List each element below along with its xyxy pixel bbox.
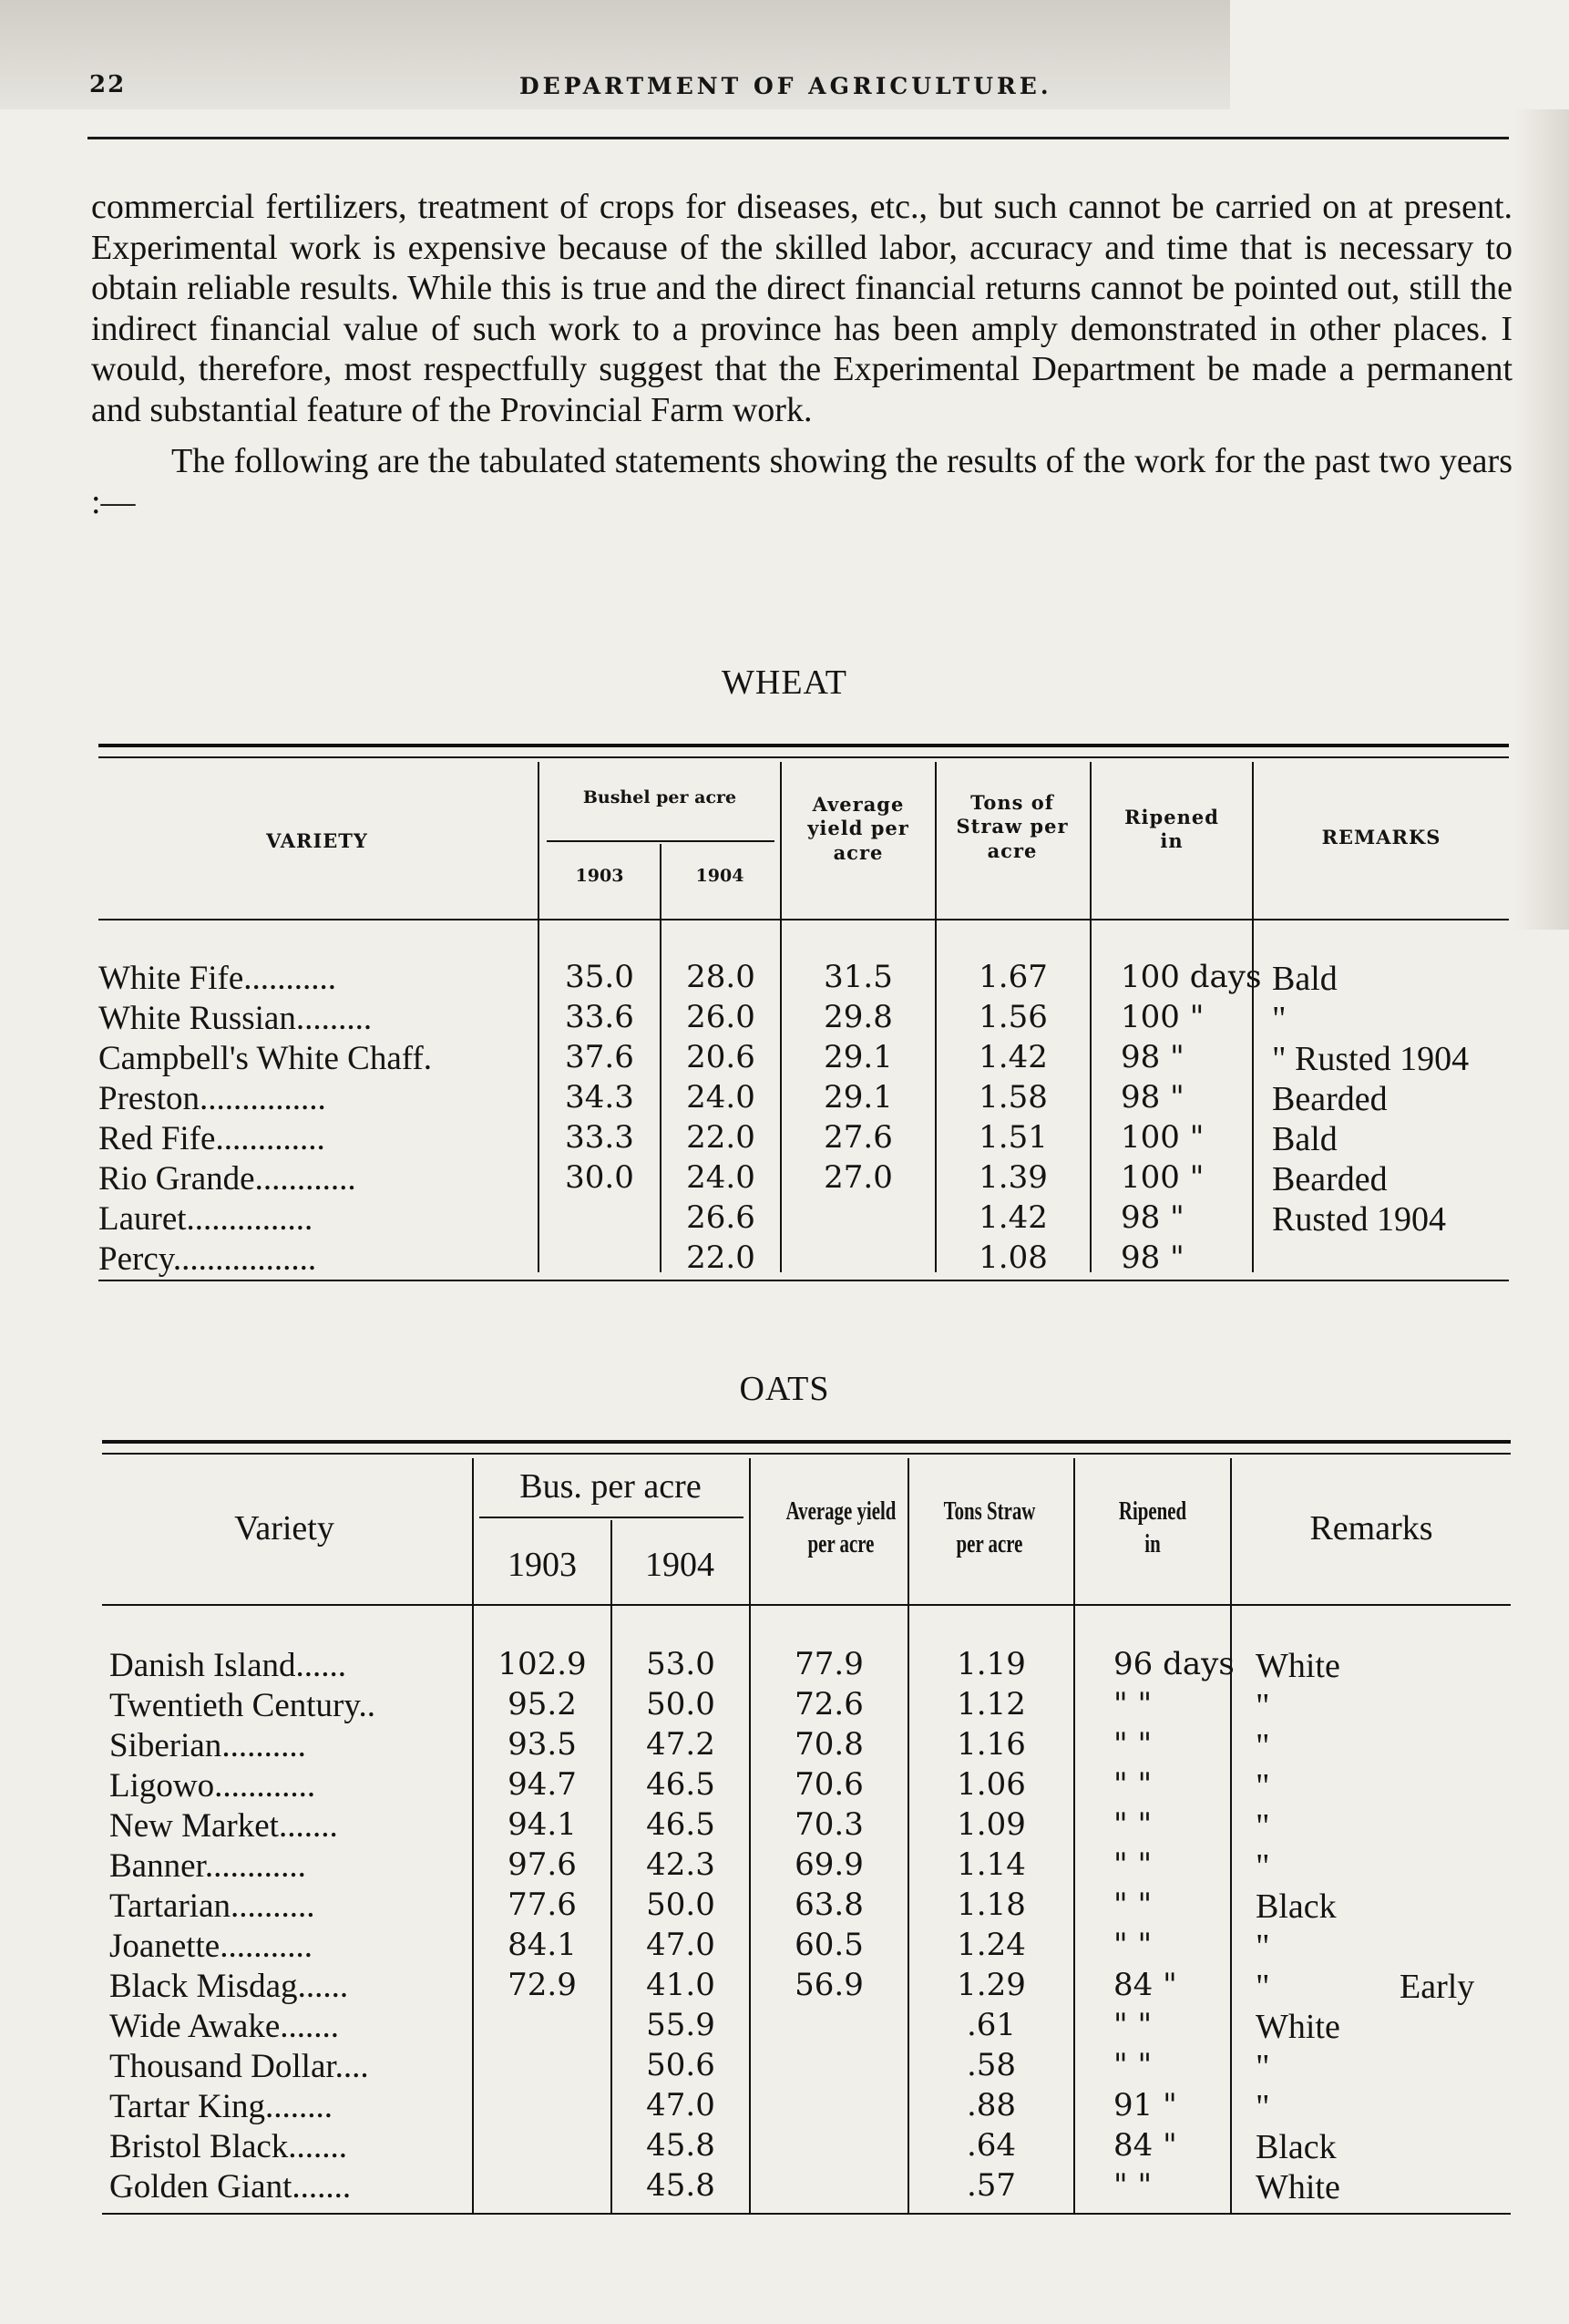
remarks-cell: Bald: [1272, 960, 1338, 998]
remarks-cell: Bearded: [1272, 1160, 1388, 1198]
yield-1903-cell: 35.0: [565, 959, 634, 995]
ripened-cell: 84 ": [1113, 1967, 1177, 2003]
variety-name: White Fife: [98, 960, 244, 997]
yield-1903-cell: 77.6: [508, 1887, 577, 1923]
ripened-cell: " ": [1113, 2167, 1153, 2204]
remarks-cell: ": [1256, 1807, 1270, 1846]
leader-dots: ........: [265, 2088, 333, 2125]
header-line: Average yield: [785, 1496, 897, 1526]
straw-tons-cell: 1.58: [979, 1079, 1048, 1116]
ripened-cell: " ": [1113, 1806, 1153, 1843]
table-bottom-rule: [102, 2213, 1511, 2215]
table-row: [0, 1887, 1569, 1927]
leader-dots: ..........: [221, 1727, 306, 1764]
yield-1904-cell: 50.0: [646, 1887, 715, 1923]
column-header-remarks: Remarks: [1309, 1509, 1433, 1548]
scan-shadow-right: [1514, 109, 1569, 930]
body-text: [91, 187, 1513, 522]
straw-tons-cell: 1.29: [957, 1967, 1026, 2003]
ripened-cell: 98 ": [1121, 1039, 1184, 1075]
body-paragraph: commercial fertilizers, treatment of crops for diseases, etc., but such cannot be carried on at present. Experimental work is expensive because of the skilled labor, accuracy and time that is necessary to obtain reliable results. While this is true and the direct financial returns cannot be pointed out, still the indirect financial value of such work to a province has been amply demonstrated in other places. I would, therefore, most respectfully suggest that the Experimental Department be made a permanent and substantial feature of the Provincial Farm work.: [91, 188, 1513, 429]
column-header-1903: 1903: [508, 1546, 577, 1584]
straw-tons-cell: 1.39: [979, 1159, 1048, 1196]
column-header-tons: [937, 791, 1088, 863]
ripened-cell: " ": [1113, 1766, 1153, 1803]
straw-tons-cell: 1.09: [957, 1806, 1026, 1843]
column-header-1903: 1903: [575, 866, 624, 886]
straw-tons-cell: 1.06: [957, 1766, 1026, 1803]
leader-dots: .......: [280, 2008, 339, 2045]
table-row: [0, 1199, 1569, 1239]
average-yield-cell: 27.0: [824, 1159, 893, 1196]
variety-cell: [109, 1967, 472, 2006]
leader-dots: ............: [254, 1160, 356, 1198]
header-line: per acre: [956, 1529, 1023, 1559]
table-row: [0, 2047, 1569, 2087]
remarks-cell: ": [1256, 1727, 1270, 1765]
variety-name: Lauret: [98, 1200, 187, 1238]
remarks-cell: White: [1256, 2008, 1340, 2046]
column-header-bushel: Bushel per acre: [582, 787, 737, 807]
table-row: [0, 1846, 1569, 1887]
yield-1903-cell: 33.3: [565, 1119, 634, 1156]
yield-1904-cell: 24.0: [686, 1079, 755, 1116]
table-row: [0, 1079, 1569, 1119]
leader-dots: ...............: [200, 1080, 326, 1117]
variety-name: Preston: [98, 1080, 200, 1117]
column-header-tons: [924, 1495, 1055, 1561]
remarks-cell: ": [1256, 1767, 1270, 1805]
average-yield-cell: 29.1: [824, 1039, 893, 1075]
ripened-cell: 100 ": [1121, 999, 1205, 1035]
variety-name: Tartar King: [109, 2088, 266, 2125]
variety-cell: [98, 1079, 538, 1118]
header-line: acre: [987, 838, 1038, 862]
remarks-cell: ": [1272, 1000, 1287, 1038]
leader-dots: ..........: [231, 1887, 315, 1925]
ripened-cell: " ": [1113, 2047, 1153, 2083]
variety-cell: [109, 1646, 472, 1685]
remarks-cell: Bearded: [1272, 1080, 1388, 1118]
straw-tons-cell: 1.42: [979, 1039, 1048, 1075]
average-yield-cell: 70.3: [795, 1806, 864, 1843]
average-yield-cell: 72.6: [795, 1686, 864, 1722]
column-header-1904: 1904: [695, 866, 744, 886]
variety-cell: [109, 1726, 472, 1765]
yield-1904-cell: 50.6: [646, 2047, 715, 2083]
wheat-title: WHEAT: [722, 663, 847, 702]
header-bottom-rule: [98, 919, 1509, 920]
header-line: in: [1144, 1529, 1161, 1559]
variety-cell: [109, 2087, 472, 2126]
average-yield-cell: 60.5: [795, 1927, 864, 1963]
table-row: [0, 1239, 1569, 1280]
straw-tons-cell: .64: [966, 2127, 1017, 2164]
straw-tons-cell: 1.18: [957, 1887, 1026, 1923]
table-row: [0, 959, 1569, 999]
column-header-average: [782, 793, 935, 865]
remarks-cell: White: [1256, 1647, 1340, 1685]
leader-dots: .......: [288, 2128, 348, 2165]
variety-cell: [98, 1039, 538, 1078]
table-row: [0, 999, 1569, 1039]
yield-1903-cell: 30.0: [565, 1159, 634, 1196]
yield-1904-cell: 28.0: [686, 959, 755, 995]
variety-name: Campbell's White Chaff: [98, 1040, 424, 1077]
straw-tons-cell: 1.24: [957, 1927, 1026, 1963]
straw-tons-cell: 1.16: [957, 1726, 1026, 1763]
straw-tons-cell: 1.14: [957, 1846, 1026, 1883]
variety-cell: [109, 2127, 472, 2166]
ripened-cell: 96 days: [1113, 1646, 1235, 1682]
variety-cell: [109, 2047, 472, 2086]
leader-dots: ............: [214, 1767, 316, 1805]
yield-1903-cell: 102.9: [497, 1646, 587, 1682]
remarks-cell: White: [1256, 2168, 1340, 2206]
straw-tons-cell: 1.12: [957, 1686, 1026, 1722]
yield-1903-cell: 95.2: [508, 1686, 577, 1722]
remarks-cell: Rusted 1904: [1272, 1200, 1447, 1239]
ripened-cell: 100 days: [1121, 959, 1262, 995]
variety-name: Black Misdag: [109, 1968, 298, 2005]
variety-name: White Russian: [98, 1000, 296, 1037]
remarks-note-cell: Early: [1400, 1968, 1475, 2006]
header-line: Ripened: [1118, 1496, 1187, 1526]
variety-cell: [98, 1199, 538, 1239]
yield-1904-cell: 20.6: [686, 1039, 755, 1075]
table-row: [0, 1967, 1569, 2007]
table-row: [0, 1726, 1569, 1766]
ripened-cell: 98 ": [1121, 1199, 1184, 1236]
header-line: Ripened: [1124, 806, 1219, 828]
variety-cell: [98, 1159, 538, 1198]
oats-title: OATS: [739, 1370, 830, 1408]
header-line: Tons of: [970, 791, 1054, 814]
remarks-cell: ": [1256, 1968, 1270, 2006]
ripened-cell: 98 ": [1121, 1079, 1184, 1116]
variety-name: Bristol Black: [109, 2128, 289, 2165]
straw-tons-cell: .88: [966, 2087, 1017, 2123]
table-row: [0, 1927, 1569, 1967]
leader-dots: ............: [204, 1847, 306, 1885]
straw-tons-cell: .58: [966, 2047, 1017, 2083]
yield-1903-cell: 94.1: [508, 1806, 577, 1843]
header-line: acre: [833, 840, 884, 864]
variety-name: Thousand Dollar: [109, 2048, 335, 2085]
variety-name: Siberian: [109, 1727, 222, 1764]
variety-name: Tartarian: [109, 1887, 231, 1925]
yield-1903-cell: 94.7: [508, 1766, 577, 1803]
variety-cell: [98, 959, 538, 998]
leader-dots: .............: [215, 1120, 325, 1157]
average-yield-cell: 27.6: [824, 1119, 893, 1156]
average-yield-cell: 63.8: [795, 1887, 864, 1923]
variety-cell: [109, 1927, 472, 1966]
ripened-cell: 98 ": [1121, 1239, 1184, 1276]
variety-cell: [109, 2007, 472, 2046]
header-line: in: [1160, 829, 1184, 853]
variety-name: Joanette: [109, 1928, 220, 1965]
yield-1904-cell: 47.2: [646, 1726, 715, 1763]
variety-cell: [109, 1686, 472, 1725]
leader-dots: ......: [295, 1647, 346, 1684]
leader-dots: ......: [297, 1968, 349, 2005]
average-yield-cell: 77.9: [795, 1646, 864, 1682]
running-head: [0, 71, 1569, 108]
column-header-variety: VARIETY: [266, 829, 368, 852]
yield-1904-cell: 46.5: [646, 1766, 715, 1803]
table-row: [0, 1646, 1569, 1686]
header-line: yield per: [807, 817, 909, 840]
yield-1904-cell: 26.6: [686, 1199, 755, 1236]
yield-1904-cell: 45.8: [646, 2127, 715, 2164]
straw-tons-cell: 1.51: [979, 1119, 1048, 1156]
variety-cell: [109, 1887, 472, 1926]
leader-dots: .......: [292, 2168, 352, 2206]
ripened-cell: " ": [1113, 1887, 1153, 1923]
straw-tons-cell: 1.19: [957, 1646, 1026, 1682]
header-sub-rule: [547, 840, 774, 842]
yield-1904-cell: 46.5: [646, 1806, 715, 1843]
average-yield-cell: 29.8: [824, 999, 893, 1035]
ripened-cell: " ": [1113, 1846, 1153, 1883]
table-row: [0, 1119, 1569, 1159]
yield-1903-cell: 72.9: [508, 1967, 577, 2003]
column-header-ripened: [1097, 1495, 1208, 1561]
yield-1903-cell: 34.3: [565, 1079, 634, 1116]
header-bottom-rule: [102, 1604, 1511, 1606]
body-paragraph: The following are the tabulated statements showing the results of the work for the past two years :—: [91, 442, 1513, 521]
leader-dots: .: [423, 1040, 432, 1077]
table-row: [0, 2167, 1569, 2207]
remarks-cell: ": [1256, 2048, 1270, 2086]
average-yield-cell: 56.9: [795, 1967, 864, 2003]
variety-name: Golden Giant: [109, 2168, 292, 2206]
variety-name: Percy: [98, 1240, 173, 1278]
variety-cell: [109, 2167, 472, 2206]
yield-1904-cell: 45.8: [646, 2167, 715, 2204]
leader-dots: ..: [358, 1687, 375, 1724]
remarks-cell: " Rusted 1904: [1272, 1040, 1470, 1078]
table-row: [0, 1806, 1569, 1846]
table-row: [0, 1766, 1569, 1806]
yield-1904-cell: 53.0: [646, 1646, 715, 1682]
remarks-cell: Black: [1256, 1887, 1337, 1926]
straw-tons-cell: 1.42: [979, 1199, 1048, 1236]
yield-1904-cell: 47.0: [646, 1927, 715, 1963]
table-top-rule: [102, 1440, 1511, 1455]
straw-tons-cell: .57: [966, 2167, 1017, 2204]
variety-name: Red Fife: [98, 1120, 216, 1157]
header-sub-rule: [479, 1517, 743, 1518]
yield-1903-cell: 93.5: [508, 1726, 577, 1763]
yield-1904-cell: 41.0: [646, 1967, 715, 2003]
ripened-cell: 84 ": [1113, 2127, 1177, 2164]
table-row: [0, 2127, 1569, 2167]
variety-name: Ligowo: [109, 1767, 215, 1805]
yield-1903-cell: 84.1: [508, 1927, 577, 1963]
ripened-cell: " ": [1113, 1927, 1153, 1963]
remarks-cell: ": [1256, 1847, 1270, 1886]
yield-1904-cell: 24.0: [686, 1159, 755, 1196]
average-yield-cell: 70.6: [795, 1766, 864, 1803]
column-header-average: [759, 1495, 923, 1561]
column-header-1904: 1904: [645, 1546, 714, 1584]
header-line: Tons Straw: [943, 1496, 1036, 1526]
yield-1904-cell: 22.0: [686, 1119, 755, 1156]
remarks-cell: Bald: [1272, 1120, 1338, 1158]
header-line: per acre: [807, 1529, 875, 1559]
yield-1903-cell: 97.6: [508, 1846, 577, 1883]
header-rule: [87, 137, 1509, 139]
leader-dots: ...........: [243, 960, 337, 997]
variety-cell: [98, 1239, 538, 1279]
variety-name: Twentieth Century: [109, 1687, 359, 1724]
ripened-cell: " ": [1113, 2007, 1153, 2043]
variety-name: Danish Island: [109, 1647, 296, 1684]
leader-dots: ....: [334, 2048, 369, 2085]
column-header-remarks: REMARKS: [1321, 826, 1441, 848]
column-header-bus-per-acre: Bus. per acre: [519, 1467, 702, 1506]
variety-name: Rio Grande: [98, 1160, 255, 1198]
yield-1904-cell: 47.0: [646, 2087, 715, 2123]
remarks-cell: ": [1256, 1928, 1270, 1966]
yield-1904-cell: 22.0: [686, 1239, 755, 1276]
yield-1904-cell: 26.0: [686, 999, 755, 1035]
ripened-cell: 91 ": [1113, 2087, 1177, 2123]
table-row: [0, 1039, 1569, 1079]
variety-cell: [109, 1806, 472, 1846]
header-line: Average: [812, 793, 905, 816]
straw-tons-cell: 1.08: [979, 1239, 1048, 1276]
table-bottom-rule: [98, 1280, 1509, 1281]
table-row: [0, 1686, 1569, 1726]
column-header-ripened: [1092, 806, 1252, 854]
yield-1903-cell: 33.6: [565, 999, 634, 1035]
leader-dots: .......: [278, 1807, 338, 1845]
straw-tons-cell: .61: [966, 2007, 1017, 2043]
straw-tons-cell: 1.56: [979, 999, 1048, 1035]
table-row: [0, 1159, 1569, 1199]
variety-name: New Market: [109, 1807, 279, 1845]
yield-1903-cell: 37.6: [565, 1039, 634, 1075]
page-number: 22: [89, 71, 127, 98]
yield-1904-cell: 55.9: [646, 2007, 715, 2043]
variety-cell: [98, 1119, 538, 1158]
variety-cell: [98, 999, 538, 1038]
ripened-cell: " ": [1113, 1686, 1153, 1722]
header-line: Straw per: [956, 815, 1069, 838]
remarks-cell: Black: [1256, 2128, 1337, 2166]
ripened-cell: " ": [1113, 1726, 1153, 1763]
average-yield-cell: 69.9: [795, 1846, 864, 1883]
yield-1904-cell: 50.0: [646, 1686, 715, 1722]
yield-1904-cell: 42.3: [646, 1846, 715, 1883]
average-yield-cell: 31.5: [824, 959, 893, 995]
ripened-cell: 100 ": [1121, 1119, 1205, 1156]
average-yield-cell: 29.1: [824, 1079, 893, 1116]
running-title: DEPARTMENT OF AGRICULTURE.: [519, 73, 1052, 99]
straw-tons-cell: 1.67: [979, 959, 1048, 995]
leader-dots: .................: [172, 1240, 317, 1278]
variety-cell: [109, 1846, 472, 1886]
table-top-rule: [98, 744, 1509, 758]
variety-cell: [109, 1766, 472, 1805]
leader-dots: ...........: [220, 1928, 313, 1965]
table-row: [0, 2087, 1569, 2127]
variety-name: Wide Awake: [109, 2008, 281, 2045]
table-row: [0, 2007, 1569, 2047]
remarks-cell: ": [1256, 1687, 1270, 1725]
remarks-cell: ": [1256, 2088, 1270, 2126]
leader-dots: .........: [295, 1000, 373, 1037]
variety-name: Banner: [109, 1847, 205, 1885]
leader-dots: ...............: [186, 1200, 313, 1238]
ripened-cell: 100 ": [1121, 1159, 1205, 1196]
average-yield-cell: 70.8: [795, 1726, 864, 1763]
column-header-variety: Variety: [234, 1509, 334, 1548]
